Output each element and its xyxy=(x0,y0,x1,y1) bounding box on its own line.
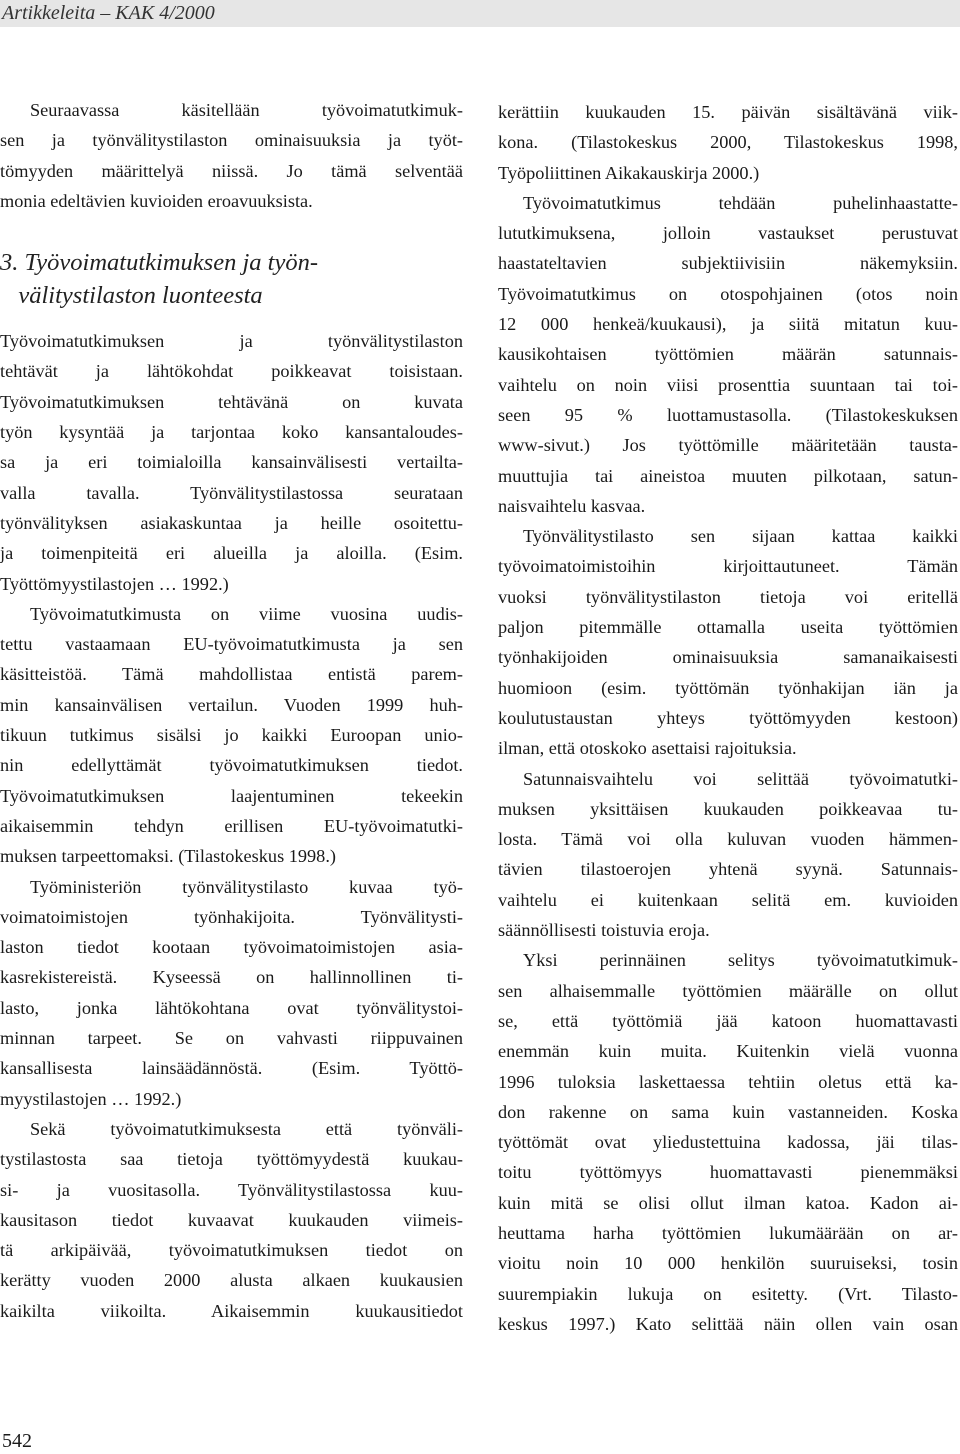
paragraph-line: voimatoimistojen työnhakijoita. Työnvälitysti- xyxy=(0,906,463,927)
paragraph-line: työnvälityksen asiakaskuntaa ja heille osoitettu- xyxy=(0,512,463,533)
paragraph-line: Työnvälitystilasto sen sijaan kattaa kaikki xyxy=(523,526,958,547)
paragraph-line: ilman, että otoskoko asettaisi rajoituksia. xyxy=(498,738,797,759)
paragraph-line: heuttama harha työttömien lukumäärään on ar- xyxy=(498,1222,958,1243)
paragraph-line: don rakenne on sama kuin vastanneiden. Koska xyxy=(498,1101,958,1122)
paragraph-line: valla tavalla. Työnvälitystilastossa seurataan xyxy=(0,482,463,503)
paragraph-line: Sekä työvoimatutkimuksesta että työnväli- xyxy=(30,1118,463,1139)
right-column xyxy=(498,97,958,1339)
paragraph-line: tystilastosta saa tietoja työttömyydestä kuukau- xyxy=(0,1149,463,1170)
paragraph-line: työn kysyntää ja tarjontaa koko kansantaloudes- xyxy=(0,422,463,443)
paragraph-line: Työvoimatutkimuksen ja työnvälitystilaston xyxy=(0,331,463,352)
paragraph-1 xyxy=(0,326,463,599)
paragraph-line: losta. Tämä voi olla kuluvan vuoden hämmen- xyxy=(498,829,958,850)
paragraph-line: työvoimatoimistoihin kirjoittautuneet. Tämän xyxy=(498,556,958,577)
paragraph-line: kausikohtaisen työttömien määrän satunnais- xyxy=(498,344,958,365)
paragraph-line: Työvoimatutkimuksen laajentuminen tekeekin xyxy=(0,785,463,806)
paragraph-line: min kansainvälisen vertailun. Vuoden 1999 huh- xyxy=(0,694,463,715)
paragraph-line: tehtävät ja lähtökohdat poikkeavat toisistaan. xyxy=(0,361,463,382)
paragraph-line: laston tiedot kootaan työvoimatoimistojen asia- xyxy=(0,937,463,958)
paragraph-line: toitu työttömyys huomattavasti pienemmäksi xyxy=(498,1162,958,1183)
paragraph-line: Työvoimatutkimuksen tehtävänä on kuvata xyxy=(0,391,463,412)
paragraph-line: kausitason tiedot kuvaavat kuukauden viimeis- xyxy=(0,1209,463,1230)
paragraph-line: 12 000 henkeä/kuukausi), ja siitä mitatun kuu- xyxy=(498,314,958,335)
paragraph-line: Seuraavassa käsitellään työvoimatutkimuk- xyxy=(30,100,463,120)
paragraph-line: lasto, jonka lähtökohtana ovat työnvälitystoi- xyxy=(0,997,463,1018)
paragraph-line: kansallisesta lainsäädännöstä. (Esim. Työttö- xyxy=(0,1058,463,1079)
paragraph-4 xyxy=(0,1114,463,1326)
heading-line: 3. Työvoimatutkimuksen ja työn- xyxy=(0,249,318,277)
paragraph-line: enemmän kuin muita. Kuitenkin vielä vuonna xyxy=(498,1041,958,1062)
paragraph-2 xyxy=(0,599,463,872)
heading-line: välitystilaston luonteesta xyxy=(0,282,263,310)
paragraph-line: si- ja vuositasolla. Työnvälitystilastossa kuu- xyxy=(0,1179,463,1200)
paragraph-line: suurempiakin lukuja on esitetty. (Vrt. Tilasto- xyxy=(498,1283,958,1304)
page-number: 542 xyxy=(2,1430,32,1452)
paragraph-continued xyxy=(498,97,958,188)
paragraph-line: haastateltavien subjektiivisiin näkemyksiin. xyxy=(498,253,958,274)
paragraph-line: Työministeriön työnvälitystilasto kuvaa työ- xyxy=(30,876,463,897)
paragraph-line: sa ja eri toimialoilla kansainvälisesti vertailta- xyxy=(0,452,463,473)
paragraph-line: 1996 tuloksia laskettaessa tehtiin oletus että ka- xyxy=(498,1071,958,1092)
left-column xyxy=(0,95,463,1326)
paragraph-line: tävien tilastoerojen yhtenä syynä. Satunnais- xyxy=(498,859,958,880)
paragraph-line: vioitu noin 10 000 henkilön suuruiseksi, tosin xyxy=(498,1253,958,1274)
paragraph-line: kasrekistereistä. Kyseessä on hallinnollinen ti- xyxy=(0,967,463,988)
paragraph-line: tettu vastaamaan EU-työvoimatutkimusta ja sen xyxy=(0,634,463,655)
paragraph-line: tömyyden määrittelyä niissä. Jo tämä selventää xyxy=(0,160,463,181)
paragraph-line: vaihtelu ei kuitenkaan selitä em. kuvioiden xyxy=(498,889,958,910)
paragraph-line: aikaisemmin tehdyn erillisen EU-työvoimatutki- xyxy=(0,815,463,836)
paragraph-line: vuoksi työnvälitystilaston tietoja voi eritellä xyxy=(498,586,958,607)
paragraph-line: lututkimuksena, jolloin vastaukset perustuvat xyxy=(498,223,958,244)
paragraph-line: ja toimenpiteitä eri alueilla ja aloilla. (Esim. xyxy=(0,543,463,564)
paragraph-line: paljon pitemmälle ottamalla useita työttömien xyxy=(498,617,958,638)
paragraph-line: kerätty vuoden 2000 alusta alkaen kuukausien xyxy=(0,1270,463,1291)
paragraph-line: kona. (Tilastokeskus 2000, Tilastokeskus 1998, xyxy=(498,132,958,153)
paragraph-7 xyxy=(498,764,958,946)
paragraph-6 xyxy=(498,521,958,763)
paragraph-line: myystilastojen … 1992.) xyxy=(0,1088,182,1109)
paragraph-line: Yksi perinnäinen selitys työvoimatutkimuk- xyxy=(523,950,958,971)
section-heading xyxy=(0,246,463,312)
paragraph-line: työttömät ovat yliedustettuina kadossa, jäi tilas- xyxy=(498,1132,958,1153)
running-header xyxy=(0,0,960,27)
paragraph-line: minnan tarpeet. Se on vahvasti riippuvainen xyxy=(0,1028,463,1049)
paragraph-line: se, että työttömiä jää katoon huomattavasti xyxy=(498,1010,958,1031)
paragraph-line: sen alhaisemmalle työttömien määrälle on ollut xyxy=(498,980,958,1001)
paragraph-line: sen ja työnvälitystilaston ominaisuuksia ja työt- xyxy=(0,130,463,151)
paragraph-line: muuttujia tai aineistoa muuten pilkotaan, satun- xyxy=(498,465,958,486)
paragraph-line: Satunnaisvaihtelu voi selittää työvoimatutki- xyxy=(523,768,958,789)
paragraph-line: kerättiin kuukauden 15. päivän sisältävänä viik- xyxy=(498,102,958,122)
paragraph-line: tikuun tutkimus sisälsi jo kaikki Euroopan unio- xyxy=(0,725,463,746)
paragraph-line: Työttömyystilastojen … 1992.) xyxy=(0,573,229,594)
paragraph-line: vaihtelu on noin viisi prosenttia suuntaan tai toi- xyxy=(498,374,958,395)
paragraph-line: seen 95 % luottamustasolla. (Tilastokeskuksen xyxy=(498,404,958,425)
paragraph-line: muksen tarpeettomaksi. (Tilastokeskus 1998.) xyxy=(0,846,336,867)
paragraph-line: nin edellyttämät työvoimatutkimuksen tiedot. xyxy=(0,755,463,776)
paragraph-line: työnhakijoiden ominaisuuksia samanaikaisesti xyxy=(498,647,958,668)
paragraph-line: monia edeltävien kuvioiden eroavuuksista. xyxy=(0,190,313,211)
paragraph-line: kuin mitä se olisi ollut ilman katoa. Kadon ai- xyxy=(498,1192,958,1213)
paragraph-line: www-sivut.) Jos työttömille määritetään tausta- xyxy=(498,435,958,456)
paragraph-line: Työvoimatutkimus on otospohjainen (otos noin xyxy=(498,283,958,304)
paragraph-line: Työvoimatutkimus tehdään puhelinhaastatte- xyxy=(523,192,958,213)
paragraph-line: tä arkipäivää, työvoimatutkimuksen tiedot on xyxy=(0,1240,463,1261)
paragraph-line: koulutustaustan yhteys työttömyyden kestoon) xyxy=(498,707,958,728)
paragraph-line: naisvaihtelu kasvaa. xyxy=(498,495,646,516)
paragraph-5 xyxy=(498,188,958,521)
paragraph-3 xyxy=(0,872,463,1114)
paragraph-line: Työpoliittinen Aikakauskirja 2000.) xyxy=(498,162,760,183)
paragraph-line: kaikilta viikoilta. Aikaisemmin kuukausitiedot xyxy=(0,1300,463,1321)
paragraph-line: huomioon (esim. työttömän työnhakijan iän ja xyxy=(498,677,958,698)
running-header-text: Artikkeleita – KAK 4/2000 xyxy=(2,2,215,24)
paragraph-line: muksen yksittäisen kuukauden poikkeavaa tu- xyxy=(498,798,958,819)
paragraph-line: keskus 1997.) Kato selittää näin ollen vain osan xyxy=(498,1313,958,1334)
paragraph-line: käsitteistöä. Tämä mahdollistaa entistä parem- xyxy=(0,664,463,685)
paragraph-line: Työvoimatutkimusta on viime vuosina uudis- xyxy=(30,603,463,624)
paragraph-line: säännöllisesti toistuvia eroja. xyxy=(498,920,710,941)
intro-paragraph xyxy=(0,95,463,216)
paragraph-8 xyxy=(498,945,958,1339)
